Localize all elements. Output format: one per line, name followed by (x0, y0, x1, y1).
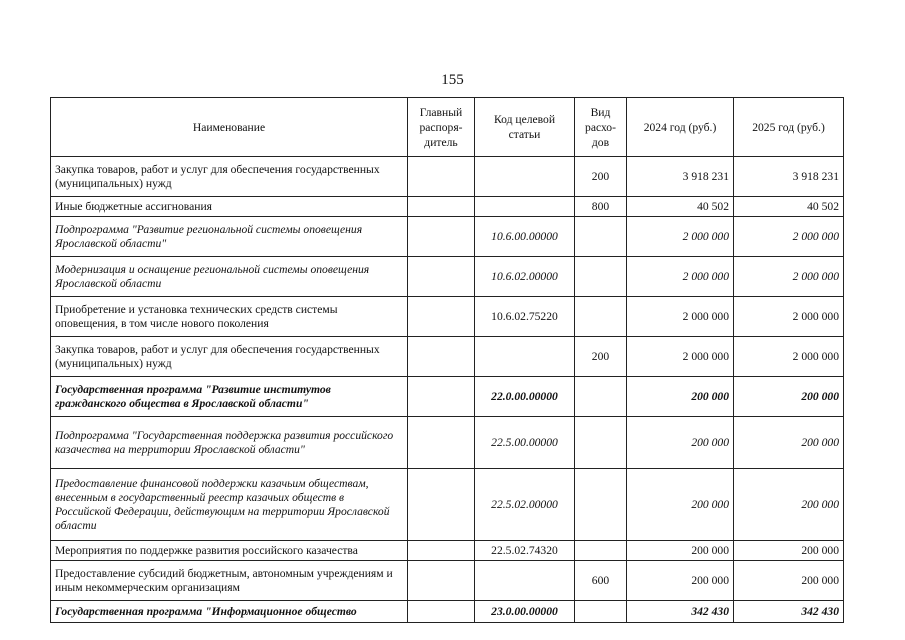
cell-name: Иные бюджетные ассигнования (51, 197, 408, 217)
cell-2024: 2 000 000 (627, 297, 734, 337)
cell-code: 22.5.02.74320 (475, 541, 575, 561)
cell-2025: 40 502 (734, 197, 844, 217)
cell-type (575, 469, 627, 541)
table-row (51, 217, 844, 257)
table-row (51, 377, 844, 417)
cell-type (575, 217, 627, 257)
cell-2024: 40 502 (627, 197, 734, 217)
table-row (51, 561, 844, 601)
cell-name: Приобретение и установка технических средств системы оповещения, в том числе нового поколения (51, 297, 408, 337)
table-row (51, 337, 844, 377)
page-number: 155 (441, 72, 464, 88)
cell-type: 200 (575, 337, 627, 377)
cell-2025: 2 000 000 (734, 337, 844, 377)
header-chief: Главный распоря-дитель (408, 98, 475, 157)
cell-2024: 342 430 (627, 601, 734, 623)
cell-chief (408, 217, 475, 257)
header-2024: 2024 год (руб.) (627, 98, 734, 157)
cell-type: 800 (575, 197, 627, 217)
cell-type: 200 (575, 157, 627, 197)
table-row (51, 541, 844, 561)
table-row (51, 157, 844, 197)
cell-chief (408, 417, 475, 469)
table-row (51, 297, 844, 337)
table-row (51, 469, 844, 541)
cell-2024: 2 000 000 (627, 257, 734, 297)
cell-name: Государственная программа "Развитие институтов гражданского общества в Ярославской области" (51, 377, 408, 417)
cell-2024: 200 000 (627, 541, 734, 561)
cell-2024: 200 000 (627, 469, 734, 541)
cell-2025: 3 918 231 (734, 157, 844, 197)
cell-chief (408, 297, 475, 337)
cell-type (575, 297, 627, 337)
cell-type: 600 (575, 561, 627, 601)
cell-code: 10.6.02.00000 (475, 257, 575, 297)
table-row (51, 601, 844, 623)
cell-name: Закупка товаров, работ и услуг для обеспечения государственных (муниципальных) нужд (51, 157, 408, 197)
cell-name: Предоставление субсидий бюджетным, автономным учреждениям и иным некоммерческим организациям (51, 561, 408, 601)
cell-chief (408, 561, 475, 601)
cell-chief (408, 601, 475, 623)
cell-2025: 200 000 (734, 561, 844, 601)
cell-code (475, 197, 575, 217)
cell-2024: 2 000 000 (627, 337, 734, 377)
cell-type (575, 257, 627, 297)
budget-table (50, 97, 844, 623)
cell-2025: 2 000 000 (734, 297, 844, 337)
cell-name: Модернизация и оснащение региональной системы оповещения Ярославской области (51, 257, 408, 297)
cell-type (575, 541, 627, 561)
cell-2025: 200 000 (734, 417, 844, 469)
cell-chief (408, 541, 475, 561)
cell-code: 23.0.00.00000 (475, 601, 575, 623)
cell-chief (408, 469, 475, 541)
table-row (51, 197, 844, 217)
cell-chief (408, 197, 475, 217)
cell-chief (408, 157, 475, 197)
table-body (51, 157, 844, 623)
header-code: Код целевой статьи (475, 98, 575, 157)
cell-code: 22.0.00.00000 (475, 377, 575, 417)
header-2025: 2025 год (руб.) (734, 98, 844, 157)
cell-2024: 200 000 (627, 561, 734, 601)
cell-type (575, 377, 627, 417)
table-row (51, 417, 844, 469)
cell-chief (408, 377, 475, 417)
cell-type (575, 601, 627, 623)
cell-2025: 2 000 000 (734, 217, 844, 257)
table-header-row (51, 98, 844, 157)
cell-code (475, 337, 575, 377)
cell-chief (408, 257, 475, 297)
cell-2024: 2 000 000 (627, 217, 734, 257)
cell-2025: 200 000 (734, 541, 844, 561)
cell-code (475, 561, 575, 601)
cell-name: Подпрограмма "Государственная поддержка развития российского казачества на территории Ярославской области" (51, 417, 408, 469)
header-name: Наименование (51, 98, 408, 157)
cell-name: Закупка товаров, работ и услуг для обеспечения государственных (муниципальных) нужд (51, 337, 408, 377)
cell-chief (408, 337, 475, 377)
header-type: Вид расхо-дов (575, 98, 627, 157)
cell-2025: 342 430 (734, 601, 844, 623)
cell-2024: 200 000 (627, 417, 734, 469)
cell-2025: 200 000 (734, 469, 844, 541)
cell-2024: 200 000 (627, 377, 734, 417)
cell-2025: 200 000 (734, 377, 844, 417)
cell-2024: 3 918 231 (627, 157, 734, 197)
cell-code: 22.5.00.00000 (475, 417, 575, 469)
cell-2025: 2 000 000 (734, 257, 844, 297)
cell-code (475, 157, 575, 197)
cell-name: Предоставление финансовой поддержки казачьим обществам, внесенным в государственный реестр казачьих обществ в Российской Федерации, действующим на территории Ярославской области (51, 469, 408, 541)
cell-code: 10.6.00.00000 (475, 217, 575, 257)
table-row (51, 257, 844, 297)
cell-name: Мероприятия по поддержке развития российского казачества (51, 541, 408, 561)
cell-code: 22.5.02.00000 (475, 469, 575, 541)
cell-type (575, 417, 627, 469)
cell-name: Государственная программа "Информационное общество (51, 601, 408, 623)
cell-name: Подпрограмма "Развитие региональной системы оповещения Ярославской области" (51, 217, 408, 257)
cell-code: 10.6.02.75220 (475, 297, 575, 337)
